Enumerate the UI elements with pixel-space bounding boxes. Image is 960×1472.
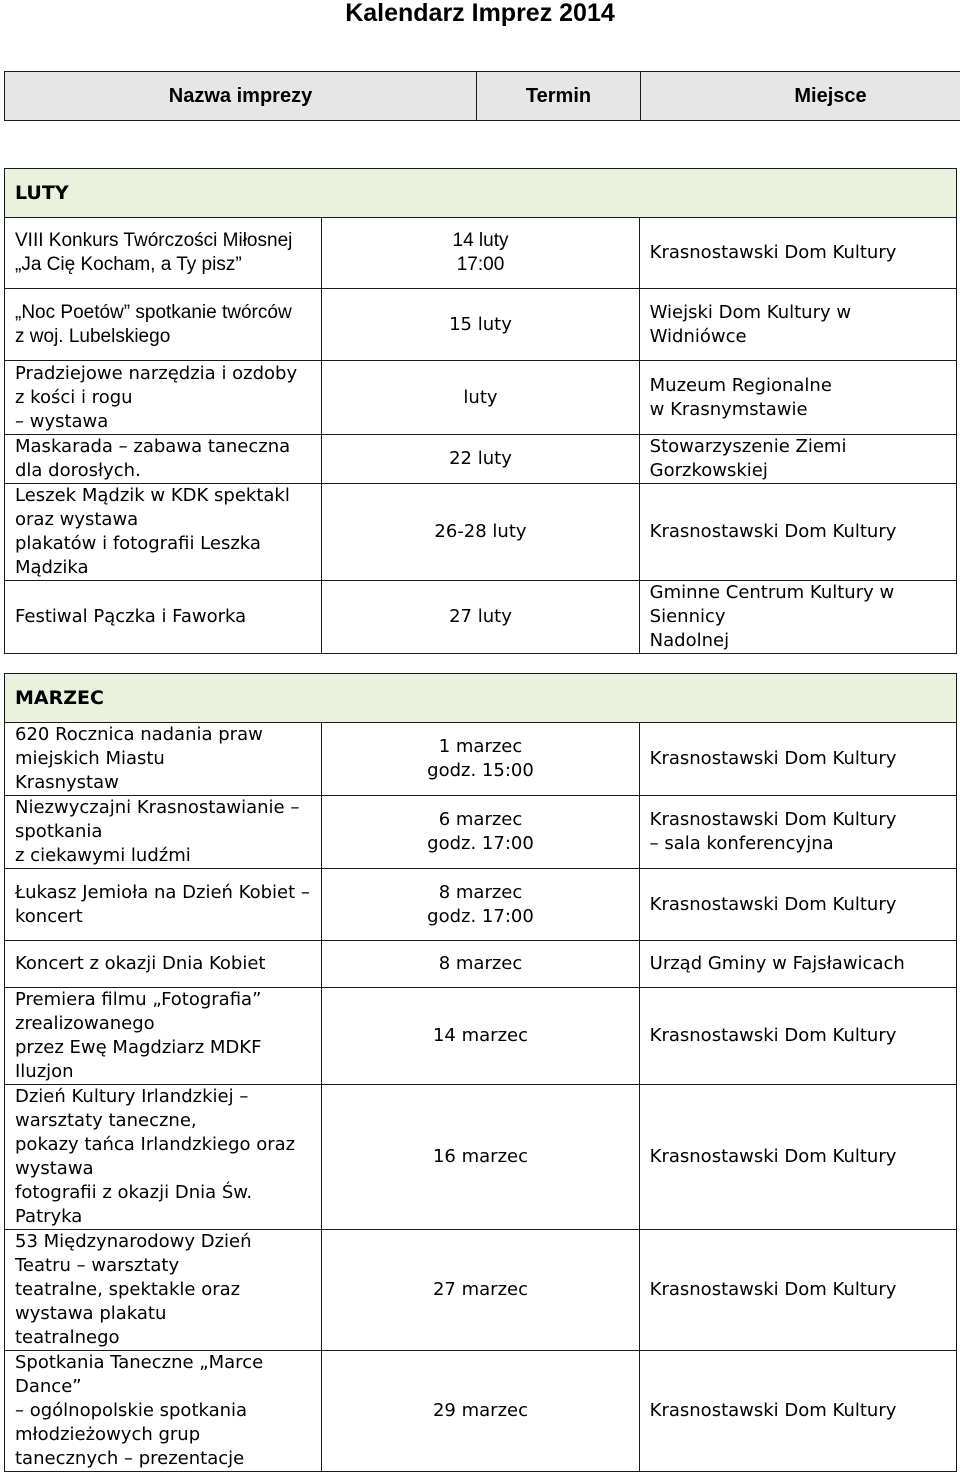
table-row (5, 289, 957, 361)
event-place: Wiejski Dom Kultury w Widniówce (639, 289, 956, 361)
event-name: Spotkania Taneczne „Marce Dance” – ogólnopolskie spotkania młodzieżowych grup tanecznych – prezentacje (5, 1351, 322, 1472)
event-name: Premiera filmu „Fotografia” zrealizowanego przez Ewę Magdziarz MDKF Iluzjon (5, 988, 322, 1085)
event-name: Koncert z okazji Dnia Kobiet (5, 941, 322, 988)
event-place: Muzeum Regionalne w Krasnymstawie (639, 361, 956, 435)
event-term: 29 marzec (322, 1351, 639, 1472)
event-place: Krasnostawski Dom Kultury (639, 1351, 956, 1472)
header-name: Nazwa imprezy (5, 72, 477, 121)
event-place: Krasnostawski Dom Kultury (639, 988, 956, 1085)
event-term: 15 luty (322, 289, 639, 361)
event-name: Niezwyczajni Krasnostawianie – spotkania z ciekawymi ludźmi (5, 796, 322, 869)
event-name: Pradziejowe narzędzia i ozdoby z kości i rogu – wystawa (5, 361, 322, 435)
table-row (5, 988, 957, 1085)
table-row (5, 435, 957, 484)
event-term: 14 luty 17:00 (322, 218, 639, 289)
event-term: 27 marzec (322, 1230, 639, 1351)
marzec-table (4, 673, 957, 1472)
event-place: Gminne Centrum Kultury w Siennicy Nadolnej (639, 581, 956, 654)
event-name: Leszek Mądzik w KDK spektakl oraz wystawa plakatów i fotografii Leszka Mądzika (5, 484, 322, 581)
event-term: 27 luty (322, 581, 639, 654)
event-term: 1 marzec godz. 15:00 (322, 723, 639, 796)
event-term: 16 marzec (322, 1085, 639, 1230)
event-place: Krasnostawski Dom Kultury (639, 869, 956, 941)
event-term: 6 marzec godz. 17:00 (322, 796, 639, 869)
table-row (5, 869, 957, 941)
event-term: luty (322, 361, 639, 435)
event-place: Urząd Gminy w Fajsławicach (639, 941, 956, 988)
event-place: Krasnostawski Dom Kultury (639, 723, 956, 796)
event-term: 8 marzec godz. 17:00 (322, 869, 639, 941)
table-row (5, 361, 957, 435)
event-place: Krasnostawski Dom Kultury – sala konferencyjna (639, 796, 956, 869)
event-name: 53 Międzynarodowy Dzień Teatru – warsztaty teatralne, spektakle oraz wystawa plakatu teatralnego (5, 1230, 322, 1351)
month-label-marzec: MARZEC (5, 674, 957, 723)
event-name: 620 Rocznica nadania praw miejskich Miastu Krasnystaw (5, 723, 322, 796)
table-row (5, 1230, 957, 1351)
page-title: Kalendarz Imprez 2014 (0, 0, 960, 26)
event-place: Krasnostawski Dom Kultury (639, 1085, 956, 1230)
table-row (5, 581, 957, 654)
month-label-luty: LUTY (5, 169, 957, 218)
event-name: Łukasz Jemioła na Dzień Kobiet – koncert (5, 869, 322, 941)
event-term: 22 luty (322, 435, 639, 484)
table-row (5, 1085, 957, 1230)
event-place: Stowarzyszenie Ziemi Gorzkowskiej (639, 435, 956, 484)
event-name: Dzień Kultury Irlandzkiej – warsztaty taneczne, pokazy tańca Irlandzkiego oraz wystawa fotografii z okazji Dnia Św. Patryka (5, 1085, 322, 1230)
table-row (5, 218, 957, 289)
table-row (5, 941, 957, 988)
table-row (5, 484, 957, 581)
event-term: 14 marzec (322, 988, 639, 1085)
header-table (4, 71, 960, 121)
event-place: Krasnostawski Dom Kultury (639, 484, 956, 581)
table-row (5, 796, 957, 869)
event-name: VIII Konkurs Twórczości Miłosnej „Ja Cię Kocham, a Ty pisz” (5, 218, 322, 289)
event-name: Maskarada – zabawa taneczna dla dorosłych. (5, 435, 322, 484)
event-term: 26-28 luty (322, 484, 639, 581)
table-row (5, 723, 957, 796)
header-term: Termin (477, 72, 641, 121)
event-name: Festiwal Pączka i Faworka (5, 581, 322, 654)
header-place: Miejsce (641, 72, 960, 121)
event-name: „Noc Poetów” spotkanie twórców z woj. Lubelskiego (5, 289, 322, 361)
table-row (5, 1351, 957, 1472)
luty-table (4, 168, 957, 654)
event-place: Krasnostawski Dom Kultury (639, 1230, 956, 1351)
event-term: 8 marzec (322, 941, 639, 988)
event-place: Krasnostawski Dom Kultury (639, 218, 956, 289)
